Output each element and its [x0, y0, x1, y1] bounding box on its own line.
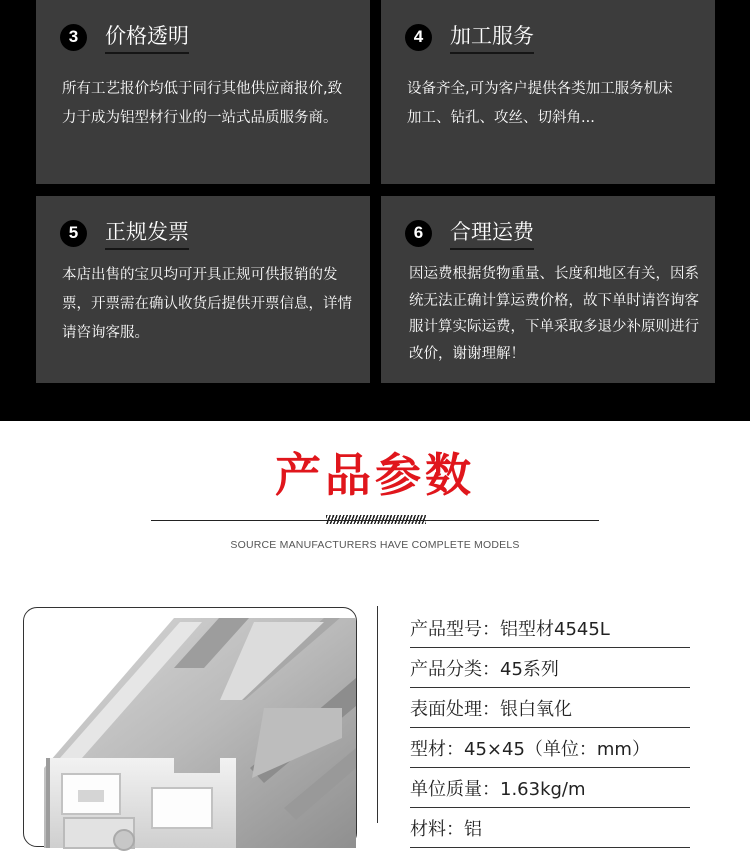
feature-number-badge: 3: [60, 24, 87, 51]
feature-title: 价格透明: [105, 22, 189, 52]
feature-number-badge: 4: [405, 24, 432, 51]
product-photo: [23, 607, 357, 847]
spec-row-size: 型材：45×45（单位：mm）: [410, 728, 690, 768]
feature-card-shipping: [381, 196, 715, 383]
feature-card-processing: [381, 0, 715, 184]
vertical-divider: [377, 606, 378, 823]
feature-number-badge: 6: [405, 220, 432, 247]
feature-title: 合理运费: [450, 218, 534, 248]
feature-description: 因运费根据货物重量、长度和地区有关，因系统无法正确计算运费价格，故下单时请咨询客服计算实际运费，下单采取多退少补原则进行改价，谢谢理解！: [409, 266, 699, 362]
spec-row-category: 产品分类：45系列: [410, 648, 690, 688]
spec-row-model: 产品型号：铝型材4545L: [410, 608, 690, 648]
spec-row-weight: 单位质量：1.63kg/m: [410, 768, 690, 808]
feature-title: 加工服务: [450, 22, 534, 52]
feature-description: 设备齐全,可为客户提供各类加工服务机床加工、钻孔、攻丝、切斜角...: [407, 81, 673, 126]
feature-description: 所有工艺报价均低于同行其他供应商报价,致力于成为铝型材行业的一站式品质服务商。: [62, 81, 343, 126]
feature-title: 正规发票: [105, 218, 189, 248]
feature-number-badge: 5: [60, 220, 87, 247]
service-features-section: [0, 0, 750, 421]
section-title: 产品参数: [275, 448, 475, 502]
feature-description: 本店出售的宝贝均可开具正规可供报销的发票，开票需在确认收货后提供开票信息，详情请咨询客服。: [62, 267, 352, 341]
spec-row-material: 材料：铝: [410, 808, 690, 848]
spec-row-surface: 表面处理：银白氧化: [410, 688, 690, 728]
title-divider-hatch: [326, 515, 426, 524]
spec-list: [410, 608, 690, 848]
section-subtitle: SOURCE MANUFACTURERS HAVE COMPLETE MODELS: [230, 539, 520, 551]
aluminum-profile-image: [24, 608, 358, 848]
feature-card-invoice: [36, 196, 370, 383]
feature-card-price: [36, 0, 370, 184]
